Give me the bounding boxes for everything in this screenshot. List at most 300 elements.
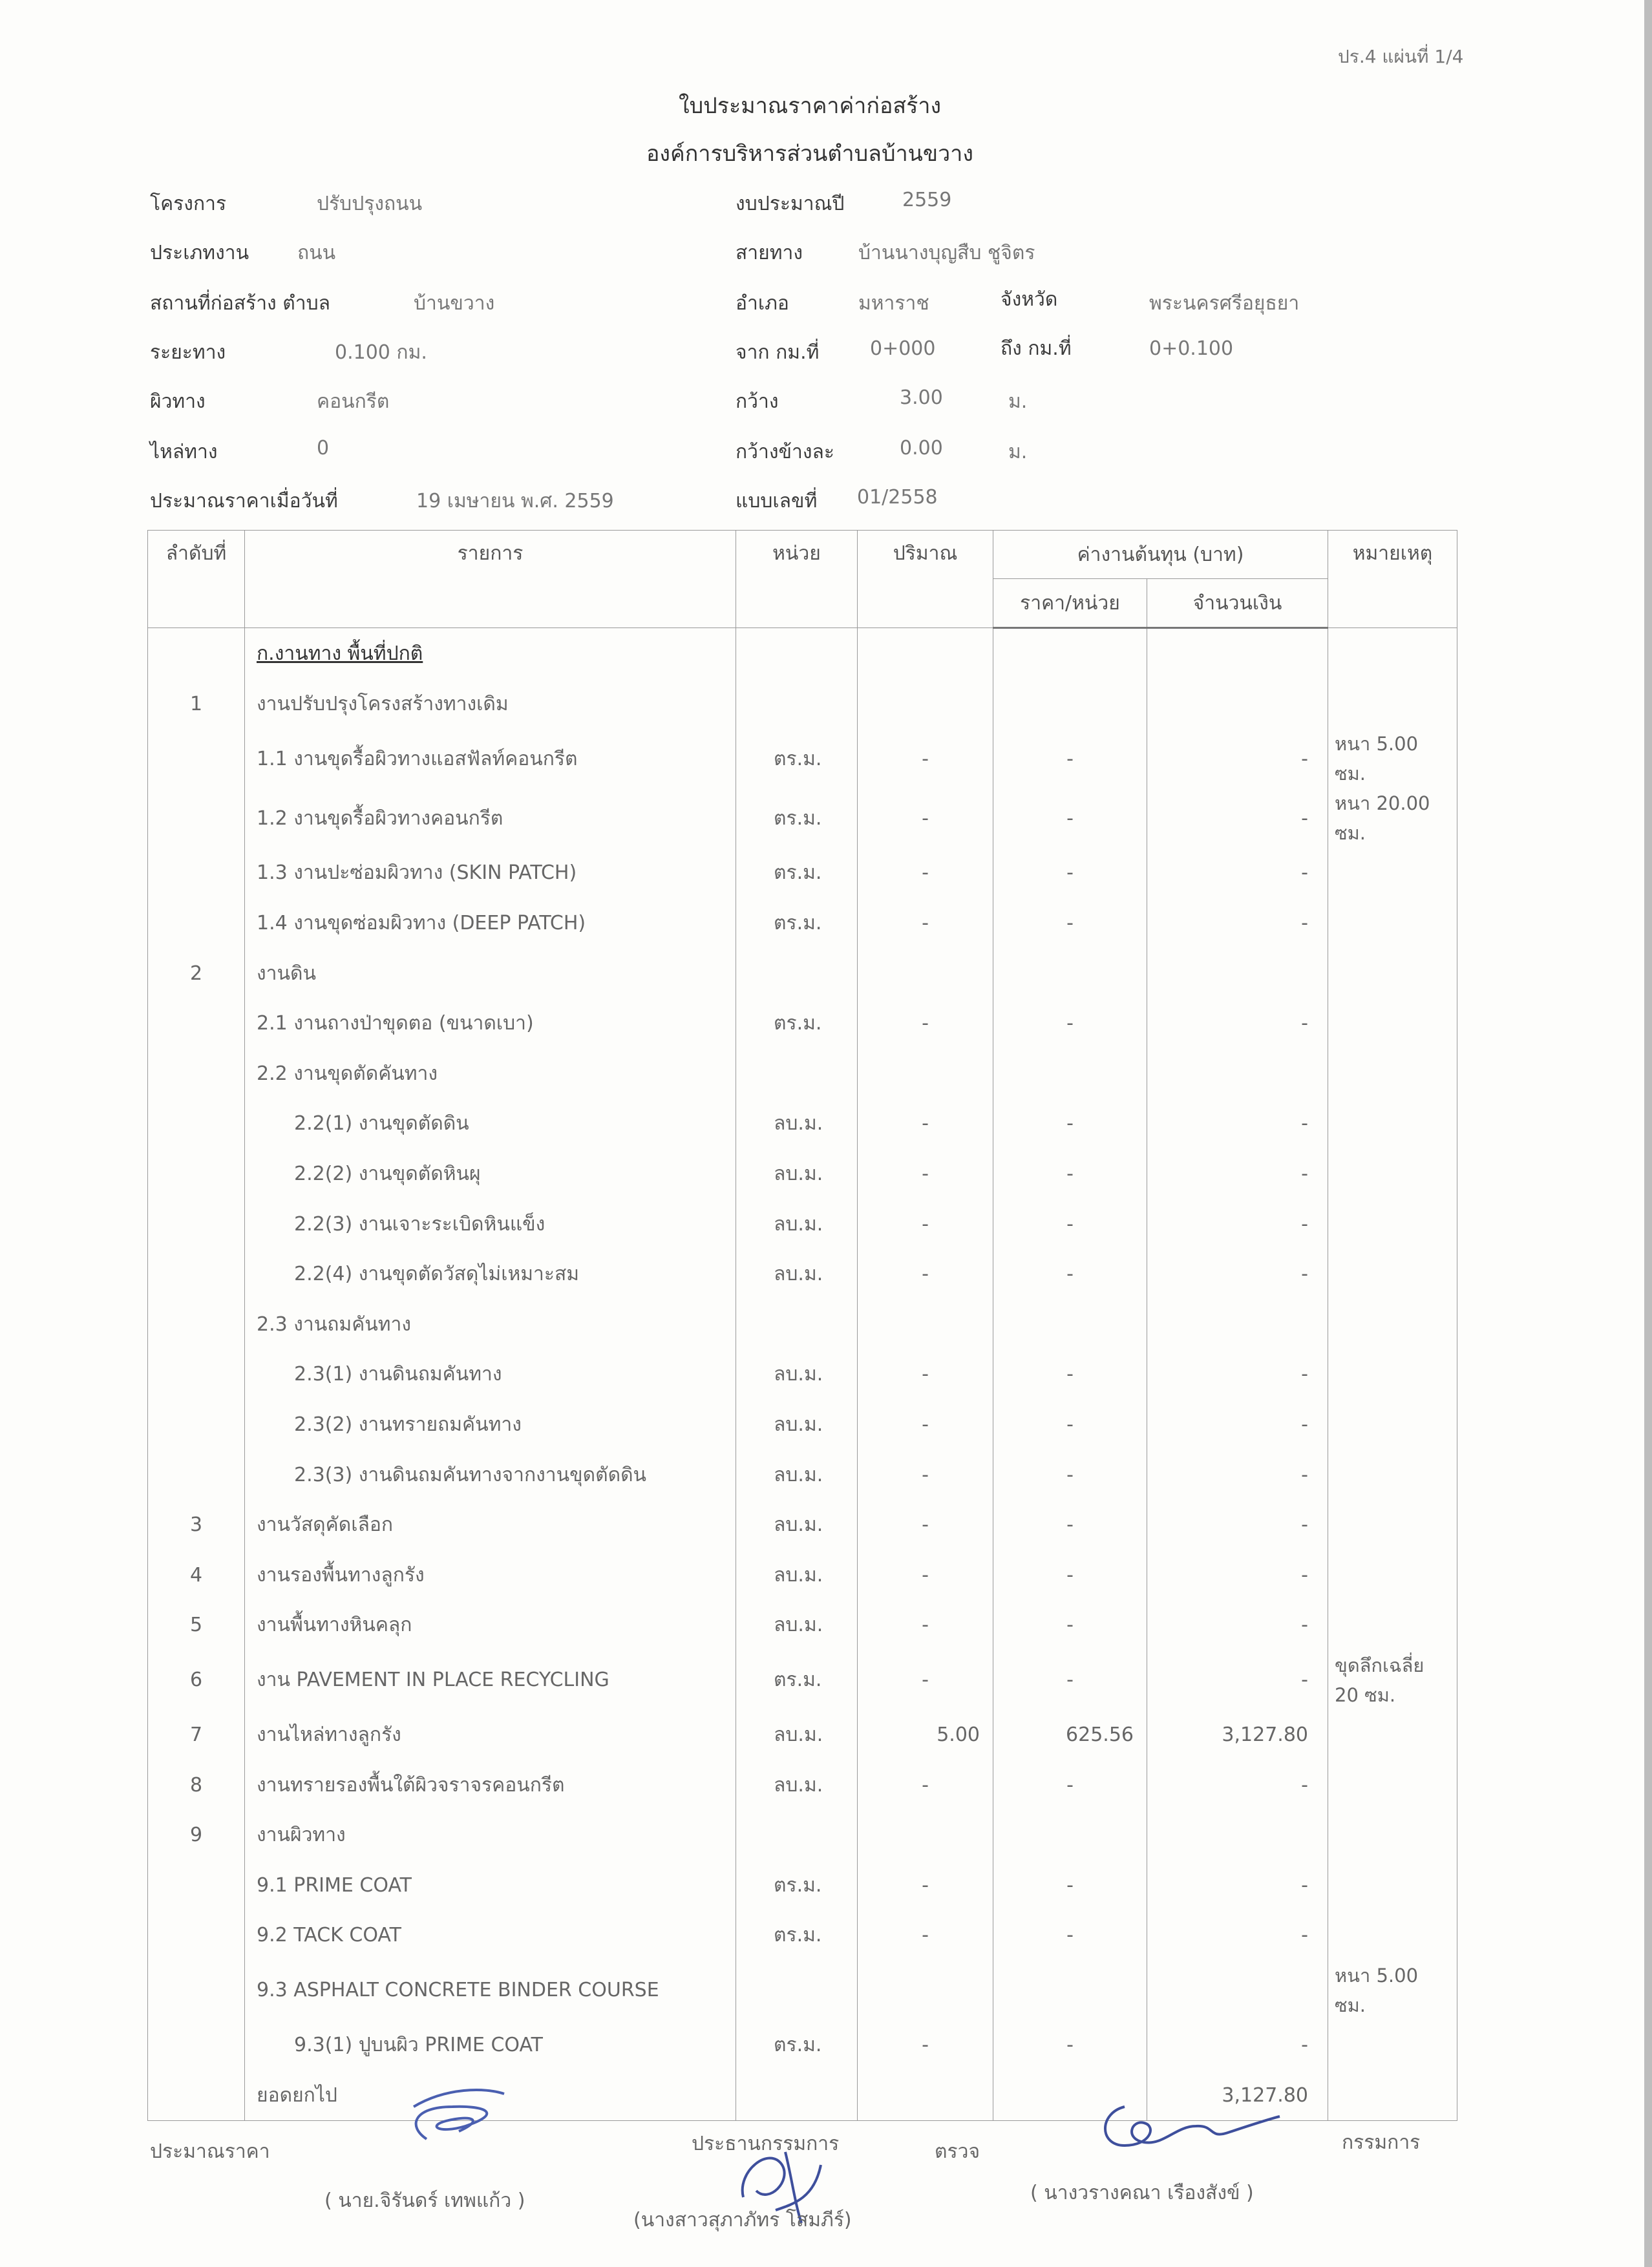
member-label: กรรมการ	[1342, 2131, 1421, 2154]
row-unit: ลบ.ม.	[736, 1710, 858, 1760]
row-remark: ขุดลึกเฉลี่ย 20 ซม.	[1328, 1650, 1457, 1710]
row-item	[245, 1910, 736, 1961]
surface-value: คอนกรีต	[317, 390, 390, 413]
row-amount	[1147, 1049, 1328, 1099]
row-amount: -	[1147, 1550, 1328, 1601]
header-remark: หมายเหตุ	[1328, 531, 1457, 628]
row-quantity: -	[858, 1450, 993, 1500]
row-quantity	[858, 1810, 993, 1861]
row-quantity: -	[858, 1600, 993, 1650]
row-quantity: -	[858, 729, 993, 788]
row-unit: ลบ.ม.	[736, 1149, 858, 1199]
page-reference: ปร.4 แผ่นที่ 1/4	[1338, 46, 1464, 67]
row-unit-price: -	[993, 1910, 1147, 1961]
distance-value: 0.100 กม.	[335, 341, 427, 364]
row-item	[245, 1400, 736, 1450]
row-item	[245, 1860, 736, 1910]
header-unit-price: ราคา/หน่วย	[993, 579, 1147, 628]
table-row	[148, 1450, 1457, 1500]
row-unit-price	[993, 1810, 1147, 1861]
item-text: งานพื้นทางหินคลุก	[257, 1614, 412, 1637]
row-unit	[736, 1049, 858, 1099]
row-remark	[1328, 628, 1457, 679]
table-row	[148, 1300, 1457, 1350]
estimator-signature	[388, 2081, 517, 2152]
row-unit: ลบ.ม.	[736, 1099, 858, 1149]
row-unit	[736, 2070, 858, 2120]
row-quantity: -	[858, 898, 993, 949]
table-row	[148, 788, 1457, 848]
header-no: ลำดับที่	[148, 531, 245, 628]
table-row	[148, 729, 1457, 788]
row-unit-price	[993, 1300, 1147, 1350]
row-unit: ตร.ม.	[736, 998, 858, 1049]
row-item	[245, 1710, 736, 1760]
row-remark	[1328, 1910, 1457, 1961]
row-remark	[1328, 998, 1457, 1049]
route-label: สายทาง	[736, 242, 803, 264]
row-quantity: -	[858, 1550, 993, 1601]
header-cost: ค่างานต้นทุน (บาท)	[993, 531, 1328, 579]
from-km-label: จาก กม.ที่	[736, 341, 820, 364]
row-number	[148, 2070, 245, 2120]
row-remark: หนา 5.00 ซม.	[1328, 729, 1457, 788]
row-unit: ลบ.ม.	[736, 1400, 858, 1450]
row-amount: -	[1147, 1199, 1328, 1249]
side-width-unit: ม.	[1008, 441, 1028, 463]
row-quantity: -	[858, 1249, 993, 1300]
table-row	[148, 1650, 1457, 1710]
to-km-label: ถึง กม.ที่	[1001, 337, 1072, 360]
row-unit: ลบ.ม.	[736, 1760, 858, 1810]
row-unit	[736, 1961, 858, 2020]
row-amount: -	[1147, 1600, 1328, 1650]
row-number	[148, 1099, 245, 1149]
row-unit: ลบ.ม.	[736, 1450, 858, 1500]
district-label: อำเภอ	[736, 292, 789, 315]
table-row	[148, 998, 1457, 1049]
design-no-value: 01/2558	[857, 486, 938, 509]
row-number	[148, 1149, 245, 1199]
row-unit: ลบ.ม.	[736, 1199, 858, 1249]
item-text: ยอดยกไป	[257, 2083, 337, 2107]
row-item	[245, 679, 736, 730]
row-number: 9	[148, 1810, 245, 1861]
row-remark: หนา 20.00 ซม.	[1328, 788, 1457, 848]
header-quantity: ปริมาณ	[858, 531, 993, 628]
width-label: กว้าง	[736, 390, 779, 413]
shoulder-label: ไหล่ทาง	[150, 441, 218, 463]
table-row	[148, 1961, 1457, 2020]
site-value: บ้านขวาง	[414, 292, 495, 315]
row-unit-price: -	[993, 848, 1147, 898]
row-quantity: -	[858, 1910, 993, 1961]
worktype-value: ถนน	[297, 242, 336, 264]
row-quantity: -	[858, 788, 993, 848]
row-number	[148, 1910, 245, 1961]
row-item	[245, 1550, 736, 1601]
table-row	[148, 1249, 1457, 1300]
item-text: 9.1 PRIME COAT	[257, 1873, 412, 1897]
item-text: 2.3(3) งานดินถมคันทางจากงานขุดตัดดิน	[294, 1463, 647, 1486]
row-amount	[1147, 1810, 1328, 1861]
item-text: 9.2 TACK COAT	[257, 1924, 401, 1947]
item-text: งานไหล่ทางลูกรัง	[257, 1723, 401, 1746]
row-item	[245, 848, 736, 898]
row-unit: ตร.ม.	[736, 1650, 858, 1710]
row-item	[245, 1149, 736, 1199]
estimate-date-value: 19 เมษายน พ.ศ. 2559	[416, 490, 614, 512]
row-unit-price	[993, 1961, 1147, 2020]
table-row	[148, 1400, 1457, 1450]
header-amount: จำนวนเงิน	[1147, 579, 1328, 628]
table-row	[148, 1149, 1457, 1199]
row-quantity: -	[858, 2020, 993, 2071]
row-unit-price	[993, 948, 1147, 998]
row-quantity: 5.00	[858, 1710, 993, 1760]
row-item	[245, 628, 736, 679]
item-text: 1.3 งานปะซ่อมผิวทาง (SKIN PATCH)	[257, 861, 577, 885]
row-unit-price	[993, 679, 1147, 730]
row-unit-price: -	[993, 2020, 1147, 2071]
row-amount: -	[1147, 1400, 1328, 1450]
table-row	[148, 1810, 1457, 1861]
row-remark	[1328, 1049, 1457, 1099]
item-text: งาน PAVEMENT IN PLACE RECYCLING	[257, 1669, 609, 1692]
item-text: 2.2 งานขุดตัดคันทาง	[257, 1062, 438, 1085]
row-quantity: -	[858, 1099, 993, 1149]
row-unit-price: -	[993, 898, 1147, 949]
row-unit-price	[993, 1049, 1147, 1099]
width-unit: ม.	[1008, 390, 1028, 413]
row-number: 2	[148, 948, 245, 998]
row-number: 5	[148, 1600, 245, 1650]
row-unit: ลบ.ม.	[736, 1550, 858, 1601]
row-item	[245, 898, 736, 949]
organization-title: องค์การบริหารส่วนตำบลบ้านขวาง	[646, 141, 973, 167]
row-remark	[1328, 898, 1457, 949]
table-row	[148, 1910, 1457, 1961]
row-number	[148, 1349, 245, 1400]
item-text: งานดิน	[257, 962, 316, 985]
table-row	[148, 1500, 1457, 1550]
row-quantity	[858, 1961, 993, 2020]
check-label: ตรวจ	[935, 2140, 980, 2163]
item-text: 2.2(1) งานขุดตัดดิน	[294, 1112, 469, 1135]
row-remark	[1328, 1760, 1457, 1810]
chair-name: (นางสาวสุภาภัทร โสมภีร์)	[633, 2209, 852, 2231]
row-quantity: -	[858, 1860, 993, 1910]
row-remark	[1328, 1860, 1457, 1910]
row-item	[245, 1199, 736, 1249]
row-number	[148, 1199, 245, 1249]
row-number	[148, 729, 245, 788]
row-item	[245, 2020, 736, 2071]
row-quantity	[858, 2070, 993, 2120]
route-value: บ้านนางบุญสืบ ชูจิตร	[858, 242, 1035, 264]
row-item	[245, 1099, 736, 1149]
item-text: 2.1 งานถางป่าขุดตอ (ขนาดเบา)	[257, 1012, 534, 1035]
item-text: 1.4 งานขุดซ่อมผิวทาง (DEEP PATCH)	[257, 912, 586, 935]
row-unit-price: -	[993, 729, 1147, 788]
row-quantity	[858, 948, 993, 998]
width-value: 3.00	[900, 386, 943, 409]
row-remark	[1328, 1710, 1457, 1760]
row-amount: -	[1147, 1650, 1328, 1710]
row-item	[245, 1600, 736, 1650]
row-amount	[1147, 1300, 1328, 1350]
member-signature	[1086, 2087, 1293, 2158]
row-number	[148, 1249, 245, 1300]
row-remark	[1328, 948, 1457, 998]
table-row	[148, 1550, 1457, 1601]
row-number	[148, 1450, 245, 1500]
document-title: ใบประมาณราคาค่าก่อสร้าง	[679, 93, 942, 119]
cost-estimate-table	[147, 530, 1457, 2121]
table-row	[148, 1760, 1457, 1810]
row-item	[245, 1810, 736, 1861]
row-quantity: -	[858, 848, 993, 898]
worktype-label: ประเภทงาน	[150, 242, 249, 264]
row-unit: ลบ.ม.	[736, 1500, 858, 1550]
row-remark	[1328, 1600, 1457, 1650]
row-amount: 3,127.80	[1147, 2070, 1328, 2120]
row-quantity: -	[858, 1650, 993, 1710]
row-amount: 3,127.80	[1147, 1710, 1328, 1760]
row-remark	[1328, 2020, 1457, 2071]
row-unit-price: -	[993, 1760, 1147, 1810]
row-amount: -	[1147, 1450, 1328, 1500]
row-unit: ตร.ม.	[736, 729, 858, 788]
row-quantity: -	[858, 1500, 993, 1550]
row-unit-price: -	[993, 1349, 1147, 1400]
row-remark	[1328, 1349, 1457, 1400]
row-amount	[1147, 948, 1328, 998]
row-unit	[736, 679, 858, 730]
row-unit: ตร.ม.	[736, 848, 858, 898]
row-item	[245, 998, 736, 1049]
budget-value: 2559	[902, 189, 952, 211]
row-unit-price: -	[993, 788, 1147, 848]
row-unit-price: 625.56	[993, 1710, 1147, 1760]
row-amount: -	[1147, 1860, 1328, 1910]
row-number: 7	[148, 1710, 245, 1760]
row-number	[148, 1049, 245, 1099]
row-unit	[736, 948, 858, 998]
project-label: โครงการ	[150, 193, 227, 215]
item-text: 2.2(2) งานขุดตัดหินผุ	[294, 1163, 481, 1186]
row-unit-price: -	[993, 1500, 1147, 1550]
row-amount: -	[1147, 998, 1328, 1049]
row-quantity: -	[858, 1199, 993, 1249]
distance-label: ระยะทาง	[150, 341, 226, 364]
row-number	[148, 1860, 245, 1910]
estimate-date-label: ประมาณราคาเมื่อวันที่	[150, 490, 338, 512]
item-text: 9.3(1) ปูบนผิว PRIME COAT	[294, 2033, 544, 2056]
row-item	[245, 1650, 736, 1710]
row-number	[148, 998, 245, 1049]
row-quantity: -	[858, 1400, 993, 1450]
item-text: 2.2(4) งานขุดตัดวัสดุไม่เหมาะสม	[294, 1263, 580, 1286]
item-text: งานวัสดุคัดเลือก	[257, 1513, 394, 1537]
project-value: ปรับปรุงถนน	[317, 193, 423, 215]
row-quantity: -	[858, 1149, 993, 1199]
row-remark	[1328, 1400, 1457, 1450]
row-remark	[1328, 848, 1457, 898]
item-text: งานผิวทาง	[257, 1824, 346, 1847]
member-name: ( นางวรางคณา เรืองสังข์ )	[1030, 2182, 1254, 2204]
row-item	[245, 1760, 736, 1810]
table-row	[148, 628, 1457, 679]
row-remark	[1328, 1199, 1457, 1249]
row-remark	[1328, 1300, 1457, 1350]
row-amount: -	[1147, 848, 1328, 898]
row-unit: ตร.ม.	[736, 1910, 858, 1961]
row-quantity	[858, 1300, 993, 1350]
row-remark: หนา 5.00 ซม.	[1328, 1961, 1457, 2020]
row-amount: -	[1147, 1760, 1328, 1810]
row-remark	[1328, 1450, 1457, 1500]
section-heading: ก.งานทาง พื้นที่ปกติ	[257, 642, 423, 665]
row-quantity	[858, 1049, 993, 1099]
province-value: พระนครศรีอยุธยา	[1149, 292, 1300, 315]
row-unit-price: -	[993, 1600, 1147, 1650]
row-remark	[1328, 2070, 1457, 2120]
row-remark	[1328, 1550, 1457, 1601]
row-amount: -	[1147, 1149, 1328, 1199]
row-amount	[1147, 679, 1328, 730]
row-unit: ตร.ม.	[736, 1860, 858, 1910]
table-row	[148, 1099, 1457, 1149]
table-row	[148, 1049, 1457, 1099]
row-remark	[1328, 1500, 1457, 1550]
row-unit-price: -	[993, 1860, 1147, 1910]
row-unit-price: -	[993, 1450, 1147, 1500]
row-item	[245, 948, 736, 998]
budget-label: งบประมาณปี	[736, 193, 845, 215]
item-text: 1.1 งานขุดรื้อผิวทางแอสฟัลท์คอนกรีต	[257, 747, 578, 770]
row-number: 3	[148, 1500, 245, 1550]
site-label: สถานที่ก่อสร้าง ตำบล	[150, 292, 330, 315]
row-quantity: -	[858, 998, 993, 1049]
row-quantity	[858, 679, 993, 730]
district-value: มหาราช	[858, 292, 929, 315]
row-item	[245, 1049, 736, 1099]
row-amount: -	[1147, 1910, 1328, 1961]
item-text: 2.2(3) งานเจาะระเบิดหินแข็ง	[294, 1212, 545, 1236]
row-quantity: -	[858, 1349, 993, 1400]
item-text: งานปรับปรุงโครงสร้างทางเดิม	[257, 692, 509, 715]
row-amount	[1147, 1961, 1328, 2020]
row-item	[245, 1249, 736, 1300]
surface-label: ผิวทาง	[150, 390, 206, 413]
row-unit: ลบ.ม.	[736, 1349, 858, 1400]
row-number	[148, 1300, 245, 1350]
row-number	[148, 898, 245, 949]
table-row	[148, 2020, 1457, 2071]
item-text: งานทรายรองพื้นใต้ผิวจราจรคอนกรีต	[257, 1773, 565, 1797]
table-row	[148, 1349, 1457, 1400]
row-number	[148, 1961, 245, 2020]
province-label: จังหวัด	[1001, 288, 1058, 311]
row-unit-price: -	[993, 998, 1147, 1049]
row-remark	[1328, 1099, 1457, 1149]
row-remark	[1328, 1810, 1457, 1861]
row-number	[148, 1400, 245, 1450]
row-unit	[736, 628, 858, 679]
item-text: งานรองพื้นทางลูกรัง	[257, 1563, 425, 1587]
row-item	[245, 1961, 736, 2020]
row-number	[148, 2020, 245, 2071]
table-row	[148, 1710, 1457, 1760]
row-amount: -	[1147, 729, 1328, 788]
row-number: 6	[148, 1650, 245, 1710]
row-item	[245, 1450, 736, 1500]
row-unit	[736, 1300, 858, 1350]
chair-label: ประธานกรรมการ	[692, 2133, 840, 2155]
estimator-name: ( นาย.จิรันดร์ เทพแก้ว )	[324, 2189, 525, 2212]
table-row	[148, 898, 1457, 949]
row-remark	[1328, 679, 1457, 730]
table-row	[148, 1600, 1457, 1650]
scan-edge	[1644, 0, 1652, 2267]
side-width-label: กว้างข้างละ	[736, 441, 835, 463]
row-amount: -	[1147, 898, 1328, 949]
row-unit-price: -	[993, 1249, 1147, 1300]
row-quantity: -	[858, 1760, 993, 1810]
row-number	[148, 848, 245, 898]
row-unit: ลบ.ม.	[736, 1600, 858, 1650]
row-number: 1	[148, 679, 245, 730]
row-item	[245, 1349, 736, 1400]
row-amount: -	[1147, 788, 1328, 848]
row-item	[245, 729, 736, 788]
row-unit-price: -	[993, 1650, 1147, 1710]
estimator-label: ประมาณราคา	[150, 2140, 270, 2163]
row-unit: ลบ.ม.	[736, 1249, 858, 1300]
row-amount: -	[1147, 1249, 1328, 1300]
header-unit: หน่วย	[736, 531, 858, 628]
shoulder-value: 0	[317, 437, 330, 459]
row-unit: ตร.ม.	[736, 788, 858, 848]
item-text: 2.3(2) งานทรายถมคันทาง	[294, 1413, 522, 1437]
from-km-value: 0+000	[870, 337, 936, 360]
table-row	[148, 848, 1457, 898]
row-unit-price	[993, 628, 1147, 679]
row-number: 4	[148, 1550, 245, 1601]
item-text: 2.3 งานถมคันทาง	[257, 1313, 412, 1336]
row-remark	[1328, 1149, 1457, 1199]
design-no-label: แบบเลขที่	[736, 490, 818, 512]
row-unit-price: -	[993, 1149, 1147, 1199]
item-text: 1.2 งานขุดรื้อผิวทางคอนกรีต	[257, 807, 503, 830]
row-unit-price: -	[993, 1099, 1147, 1149]
item-text: 2.3(1) งานดินถมคันทาง	[294, 1363, 502, 1386]
row-unit-price: -	[993, 1199, 1147, 1249]
table-row	[148, 1199, 1457, 1249]
row-number	[148, 788, 245, 848]
row-item	[245, 1500, 736, 1550]
row-amount: -	[1147, 1099, 1328, 1149]
row-item	[245, 1300, 736, 1350]
table-row	[148, 1860, 1457, 1910]
row-amount: -	[1147, 1500, 1328, 1550]
side-width-value: 0.00	[900, 437, 943, 459]
row-unit-price: -	[993, 1400, 1147, 1450]
item-text: 9.3 ASPHALT CONCRETE BINDER COURSE	[257, 1979, 659, 2002]
row-amount: -	[1147, 2020, 1328, 2071]
header-item: รายการ	[245, 531, 736, 628]
